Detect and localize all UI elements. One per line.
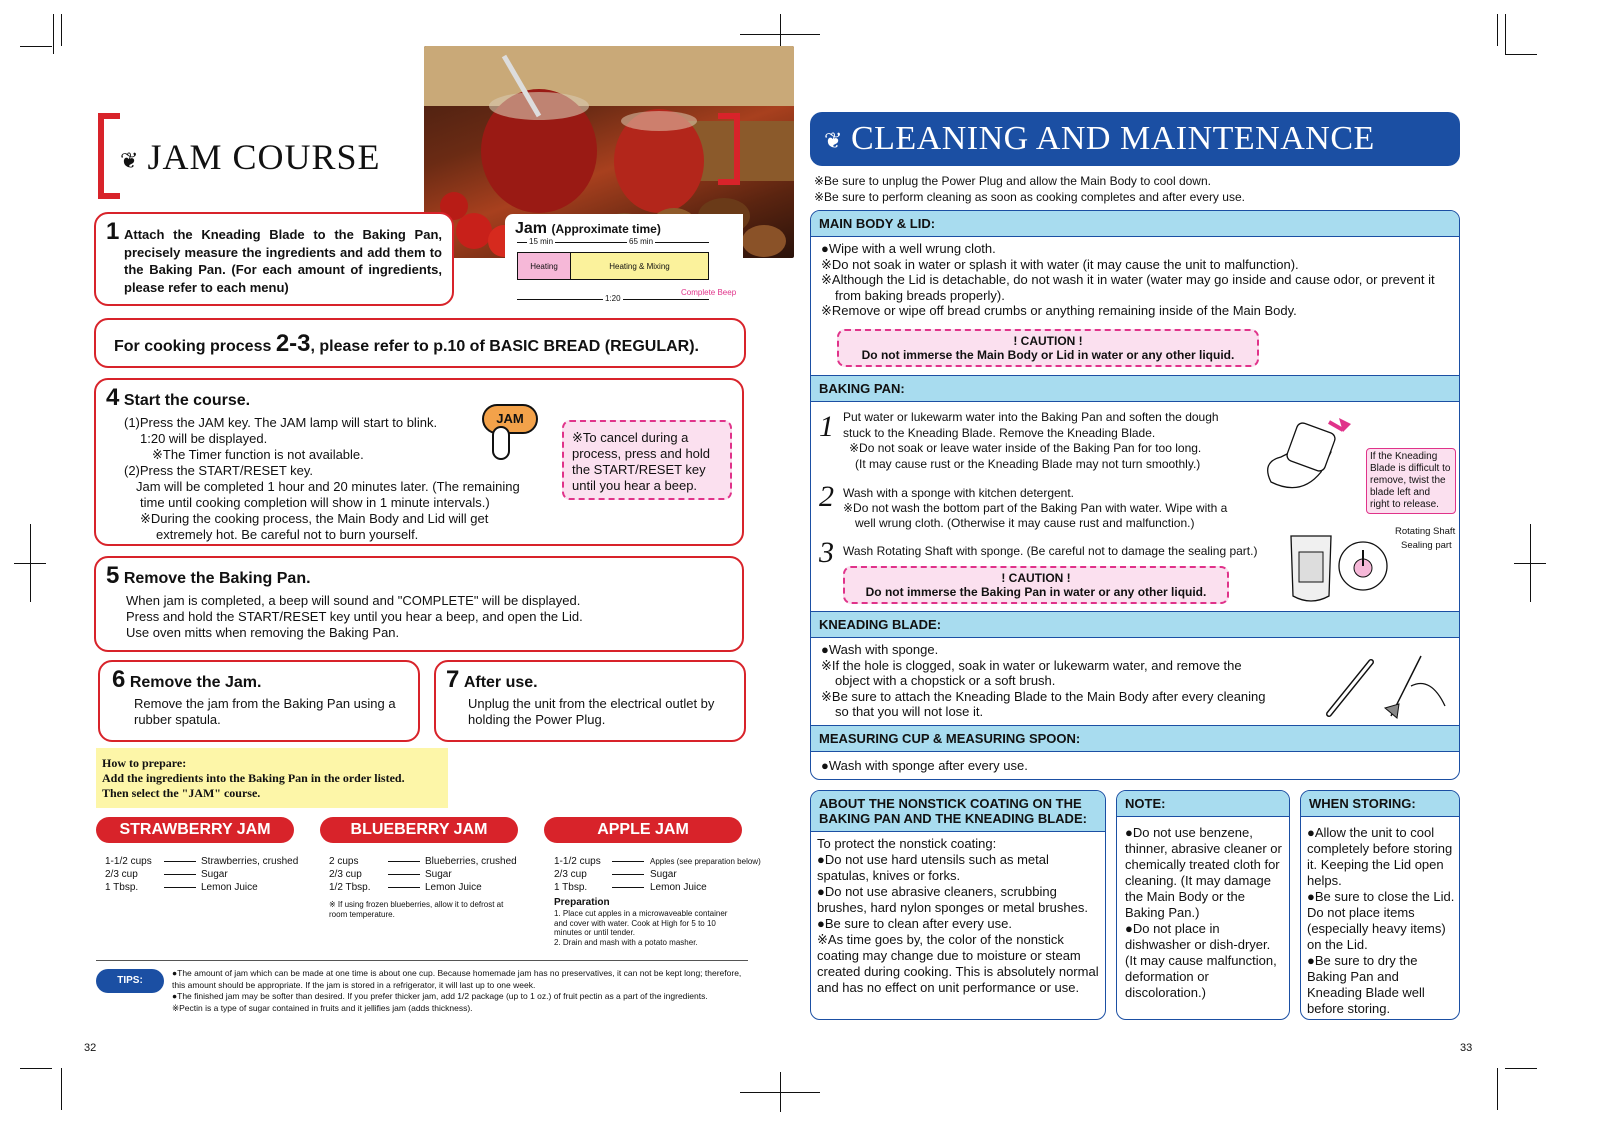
seg1-bar: Heating <box>517 252 571 280</box>
caution-main-body: ! CAUTION ! Do not immerse the Main Body or Lid in water or any other liquid. <box>837 329 1259 367</box>
seg2-bar: Heating & Mixing <box>571 252 709 280</box>
how-to-prepare: How to prepare: Add the ingredients into the Baking Pan in the order listed. Then select the "JAM" course. <box>96 748 448 808</box>
refer-text: For cooking process 2-3, please refer to p.10 of BASIC BREAD (REGULAR). <box>114 330 699 357</box>
crop-mark <box>780 1072 781 1112</box>
cancel-note: ※To cancel during a process, press and hold the START/RESET key until you hear a beep. <box>562 420 732 500</box>
step-number: 1 <box>106 218 120 245</box>
baking-pan-step-1: Put water or lukewarm water into the Baking Pan and soften the dough stuck to the Kneading Blade. Remove the Kneading Blade. ※Do not soak or leave water inside of the Baking Pan for too long. (It may cause rust or the Kneading Blade may not turn smoothly.) <box>843 410 1219 471</box>
complete-beep: Complete Beep <box>681 288 737 297</box>
leaf-icon: ❦ <box>120 147 140 173</box>
crop-mark <box>1530 524 1531 602</box>
measuring-text: ●Wash with sponge after every use. <box>821 758 1028 773</box>
crop-mark <box>1505 1068 1537 1069</box>
step-6-body: Remove the jam from the Baking Pan using a rubber spatula. <box>134 696 396 727</box>
crop-mark <box>1505 14 1506 54</box>
section-header: NOTE: <box>1117 791 1289 817</box>
section-header: MEASURING CUP & MEASURING SPOON: <box>811 726 1459 752</box>
page-title <box>120 136 381 178</box>
title-bracket-left <box>98 113 120 199</box>
storing-text: ●Allow the unit to cool completely before storing it. Keeping the Lid open helps. ●Be sure to close the Lid. Do not place items (especially heavy items) on the Lid. ●Be sure to dry the Baking Pan and Kneading Blade well before storing. <box>1307 825 1455 1016</box>
step-4-heading: 4 Start the course. <box>106 384 251 411</box>
recipe-apple-header: APPLE JAM <box>544 817 742 843</box>
cleaning-banner <box>810 112 1460 166</box>
crop-mark <box>53 14 54 54</box>
main-body-text: ●Wipe with a well wrung cloth. ※Do not soak in water or splash it with water (it may cause the unit to malfunction). ※Although the Lid is detachable, do not wash it in water (water may go inside and cause odor, or prevent it from baking breads properly). ※Remove or wipe off bread crumbs or anything remaining inside of the Main Body. <box>821 241 1435 318</box>
step-1-text: Attach the Kneading Blade to the Baking Pan, precisely measure the ingredients and add them to the Baking Pan. (For each amount of ingredients, please refer to each menu) <box>124 227 442 295</box>
brush-illustration <box>1311 646 1451 722</box>
label-sealing-part: Sealing part <box>1401 540 1452 551</box>
crop-mark <box>20 46 52 47</box>
title-text: JAM COURSE <box>147 137 381 177</box>
finger-icon <box>492 426 510 460</box>
step-number: 1 <box>819 410 834 443</box>
crop-mark <box>20 1068 52 1069</box>
seg2-time: 65 min <box>629 237 654 246</box>
tips-divider <box>96 960 748 961</box>
step-7-body: Unplug the unit from the electrical outlet by holding the Power Plug. <box>468 696 715 727</box>
caution-baking-pan: ! CAUTION ! Do not immerse the Baking Pan in water or any other liquid. <box>843 566 1229 604</box>
page-number-left: 32 <box>84 1042 97 1054</box>
recipe-strawberry-header: STRAWBERRY JAM <box>96 817 294 843</box>
maintenance-box <box>810 210 1460 780</box>
step-number: 2 <box>819 480 834 513</box>
recipe-blueberry: 2 cups Blueberries, crushed 2/3 cup Sugar 1/2 Tbsp. Lemon Juice ※ If using frozen blueberries, allow it to defrost at room temperature. <box>329 856 517 919</box>
step-4-box <box>94 378 744 546</box>
step-7-heading: 7 After use. <box>446 666 538 693</box>
step-7-box <box>434 660 746 742</box>
crop-mark <box>1497 14 1498 46</box>
crop-mark <box>1497 1068 1498 1110</box>
banner-title: CLEANING AND MAINTENANCE <box>850 120 1375 157</box>
section-baking-pan <box>811 375 1459 611</box>
rotating-shaft-illustration <box>1281 526 1391 606</box>
note-text: ●Do not use benzene, thinner, abrasive cleaner or chemically treated cloth for cleaning. (It may damage the Main Body or the Baking Pan.) ●Do not place in dishwasher or dish-dryer. (It may cause malfunction, deformation or discoloration.) <box>1125 825 1282 1000</box>
page-number-right: 33 <box>1460 1042 1473 1054</box>
total-time: 1:20 <box>605 294 621 303</box>
section-measuring <box>811 725 1459 780</box>
kneading-text: ●Wash with sponge. ※If the hole is clogged, soak in water or lukewarm water, and remove the object with a chopstick or a soft brush. ※Be sure to attach the Kneading Blade to the Main Body after every cleaning so that you will not lose it. <box>821 642 1266 719</box>
jam-key-icon: JAM <box>482 404 538 434</box>
baking-pan-step-2: Wash with a sponge with kitchen detergent. ※Do not wash the bottom part of the Baking Pan with water. Wipe with a well wrung cloth. (Otherwise it may cause rust and malfunction.) <box>843 486 1228 530</box>
step-5-box <box>94 556 744 652</box>
recipe-strawberry: 1-1/2 cups Strawberries, crushed 2/3 cup Sugar 1 Tbsp. Lemon Juice <box>105 856 299 893</box>
tips-text: ●The amount of jam which can be made at one time is about one cup. Because homemade jam has no preservatives, it can not be kept long; therefore, this amount should be appropriate. If the jam is stored in a refrigerator, it will last up to one week. ●The finished jam may be softer than desired. If you prefer thicker jam, add 1/2 package (up to 1 oz.) of fruit pectin as a part of the ingredients. ※Pectin is a type of sugar contained in fruits and it jellifies jam (adds thickness). <box>172 968 742 1013</box>
intro-notes: ※Be sure to unplug the Power Plug and allow the Main Body to cool down. ※Be sure to perform cleaning as soon as cooking completes and after every use. <box>814 174 1245 204</box>
label-rotating-shaft: Rotating Shaft <box>1395 526 1456 537</box>
seg1-time: 15 min <box>529 237 554 246</box>
section-header: MAIN BODY & LID: <box>811 211 1459 237</box>
step-5-heading: 5 Remove the Baking Pan. <box>106 562 311 589</box>
tips-badge: TIPS: <box>96 969 164 993</box>
recipe-apple: 1-1/2 cups Apples (see preparation below) 2/3 cup Sugar 1 Tbsp. Lemon Juice Preparation 1. Place cut apples in a microwaveable container and cover with water. Cook at High for 5 to 10 minutes or until tender. 2. Drain and mash with a potato masher. <box>554 856 761 947</box>
section-header: ABOUT THE NONSTICK COATING ON THE BAKING PAN AND THE KNEADING BLADE: <box>811 791 1105 832</box>
step-number: 3 <box>819 536 834 569</box>
kneading-blade-illustration <box>1251 412 1361 502</box>
nonstick-text: To protect the nonstick coating: ●Do not use hard utensils such as metal spatulas, knives or forks. ●Do not use abrasive cleaners, scrubbing brushes, hard nylon sponges or metal brushes. ●Be sure to clean after every use. ※As time goes by, the color of the nonstick coating may change due to moisture or steam created during cooking. This is absolutely normal and has no effect on unit performance or use. <box>817 836 1099 995</box>
section-header: BAKING PAN: <box>811 376 1459 402</box>
note-box <box>1116 790 1290 1020</box>
leaf-icon: ❦ <box>824 128 843 154</box>
title-bracket-right <box>718 113 740 185</box>
section-main-body <box>811 211 1459 375</box>
crop-mark <box>1505 54 1537 55</box>
timeline-title: Jam (Approximate time) <box>515 220 661 237</box>
crop-mark <box>30 524 31 602</box>
kneading-hint: If the Kneading Blade is difficult to remove, twist the blade left and right to release. <box>1366 448 1456 514</box>
step-1-box <box>94 212 454 306</box>
crop-mark <box>61 1068 62 1110</box>
refer-box <box>94 318 746 368</box>
crop-mark <box>61 14 62 46</box>
timeline-panel <box>505 214 743 306</box>
step-6-heading: 6 Remove the Jam. <box>112 666 262 693</box>
step-6-box <box>98 660 420 742</box>
baking-pan-step-3: Wash Rotating Shaft with sponge. (Be careful not to damage the sealing part.) <box>843 544 1258 558</box>
nonstick-box <box>810 790 1106 1020</box>
section-kneading-blade <box>811 611 1459 725</box>
storing-box <box>1300 790 1460 1020</box>
step-4-body: (1)Press the JAM key. The JAM lamp will start to blink. 1:20 will be displayed. ※The Timer function is not available. (2)Press the START/RESET key. Jam will be completed 1 hour and 20 minutes later. (The remaining time until cooking completion will show in 1 minute intervals.) ※During the cooking process, the Main Body and Lid will get extremely hot. Be careful not to burn yourself. <box>124 415 520 542</box>
recipe-blueberry-header: BLUEBERRY JAM <box>320 817 518 843</box>
section-header: KNEADING BLADE: <box>811 612 1459 638</box>
section-header: WHEN STORING: <box>1301 791 1459 817</box>
step-5-body: When jam is completed, a beep will sound and "COMPLETE" will be displayed. Press and hold the START/RESET key until you hear a beep, and open the Lid. Use oven mitts when removing the Baking Pan. <box>126 593 583 640</box>
